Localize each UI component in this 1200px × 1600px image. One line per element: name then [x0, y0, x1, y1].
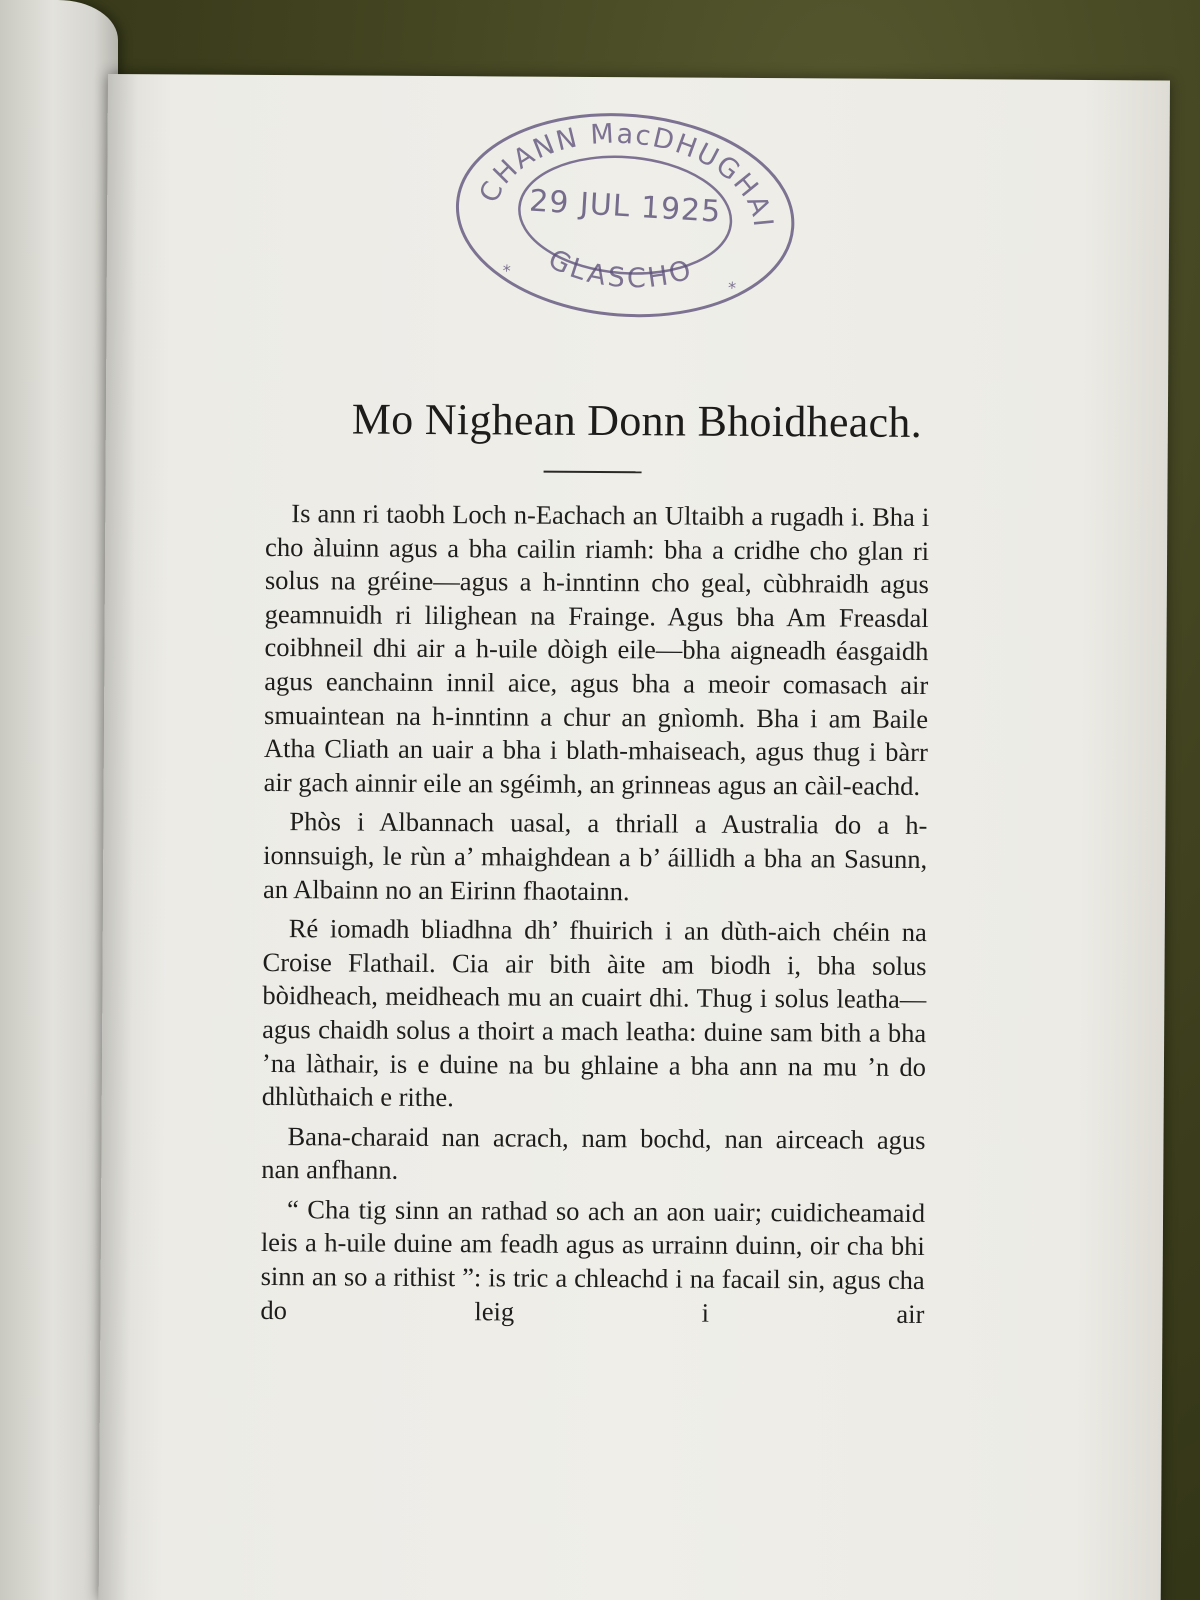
- paragraph-5: “ Cha tig sinn an rathad so ach an aon uair; cuidicheamaid leis a h-uile duine am feadh agus as urrainn duinn, oir cha bhi sinn an so a rithist ”: is tric a chleachd i na facail sin, agus cha do leig i air: [260, 1193, 926, 1329]
- paragraph-4: Bana-charaid nan acrach, nam bochd, nan airceach agus nan anfhann.: [261, 1120, 926, 1186]
- stamp-top-text: EACHANN MacDHUGHAILL: [473, 118, 779, 230]
- svg-text:*: *: [727, 278, 737, 298]
- page-title: Mo Nighean Donn Bhoidheach.: [351, 394, 923, 447]
- body-text: [260, 497, 929, 1337]
- svg-text:GLASCHO: [542, 243, 700, 300]
- stamp-date: 29 JUL 1925: [528, 183, 723, 230]
- paragraph-1: Is ann ri taobh Loch n-Eachach an Ultaibh a rugadh i. Bha i cho àluinn agus a bha cailin riamh: bha a cridhe cho glan ri solus na gréine—agus a h-inntinn cho geal, cùbhraidh agus geamnuidh ri lilighean na Frainge. Agus bha Am Freasdal coibhneil dhi air a h-uile dòigh eile—bha aigneadh éasgaidh agus eanchainn innil aice, agus bha a meoir comasach air smuaintean na h-inntinn a chur an gnìomh. Bha i am Baile Atha Cliath an uair a bha i blath-mhaiseach, agus thug i bàrr air gach ainnir eile an sgéimh, an grinneas agus an càil-eachd.: [263, 498, 930, 801]
- library-stamp: [444, 104, 805, 326]
- paragraph-2: Phòs i Albannach uasal, a thriall a Australia do a h-ionnsuigh, le rùn a’ mhaighdean a b’ áillidh a bha an Sasunn, an Albainn no an Eirinn fhaotainn.: [262, 806, 928, 906]
- svg-text:*: *: [501, 261, 512, 281]
- title-divider: [544, 471, 642, 474]
- stamp-bottom-text: GLASCHO: [543, 243, 698, 295]
- book-page: [99, 74, 1170, 1600]
- paragraph-3: Ré iomadh bliadhna dh’ fhuirich i an dùth-aich chéin na Croise Flathail. Cia air bith àite am biodh i, bha solus bòidheach, meidheach mu an cuairt dhi. Thug i solus leatha—agus chaidh solus a thoirt a mach leatha: duine sam bith a bha ’na làthair, is e duine na bu ghlaine a bha ann na mu ’n do dhlùthaich e rithe.: [261, 913, 927, 1113]
